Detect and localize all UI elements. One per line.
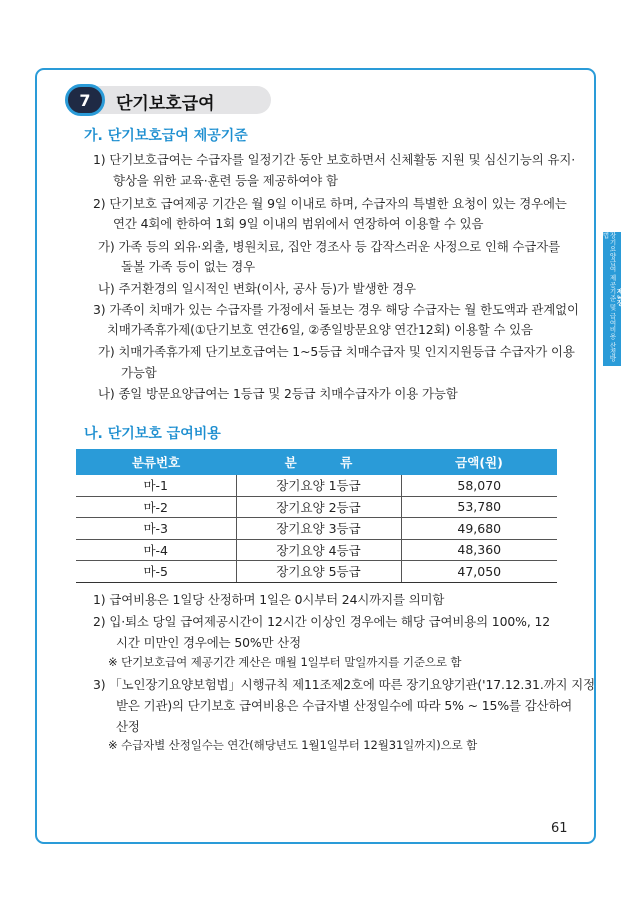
column-header: 분 류 <box>236 449 401 475</box>
table-row <box>76 475 557 496</box>
table-cell: 장기요양 4등급 <box>236 539 401 561</box>
table-cell: 49,680 <box>401 518 557 540</box>
text-line: 가) 치매가족휴가제 단기보호급여는 1~5등급 치매수급자 및 인지지원등급 수급자가 이용 <box>98 344 575 359</box>
text-line: 돌볼 가족 등이 없는 경우 <box>121 259 256 274</box>
table-header-row <box>76 449 557 475</box>
subsection-a-title: 가. 단기보호급여 제공기준 <box>84 128 248 144</box>
table-row <box>76 561 557 583</box>
table-cell: 58,070 <box>401 475 557 496</box>
text-line: 치매가족휴가제(①단기보호 연간6일, ②종일방문요양 연간12회) 이용할 수 있음 <box>107 322 533 337</box>
table-cell: 마-3 <box>76 518 236 540</box>
text-line: 향상을 위한 교육·훈련 등을 제공하여야 함 <box>113 173 338 188</box>
table-cell: 장기요양 3등급 <box>236 518 401 540</box>
text-line: 가) 가족 등의 외유·외출, 병원치료, 집안 경조사 등 갑작스러운 사정으로 인해 수급자를 <box>98 239 561 254</box>
table-cell: 장기요양 2등급 <box>236 496 401 518</box>
column-header: 분류번호 <box>76 449 236 475</box>
table-row <box>76 496 557 518</box>
text-line: 연간 4회에 한하여 1회 9일 이내의 범위에서 연장하여 이용할 수 있음 <box>113 216 484 231</box>
table-cell: 마-5 <box>76 561 236 583</box>
table-cell: 48,360 <box>401 539 557 561</box>
section-number-badge: 7 <box>65 84 105 116</box>
column-header: 금액(원) <box>401 449 557 475</box>
table-row <box>76 539 557 561</box>
text-line: 나) 주거환경의 일시적인 변화(이사, 공사 등)가 발생한 경우 <box>98 281 416 296</box>
text-line: 1) 급여비용은 1일당 산정하며 1일은 0시부터 24시까지를 의미함 <box>93 592 445 607</box>
table-cell: 마-4 <box>76 539 236 561</box>
table-cell: 47,050 <box>401 561 557 583</box>
subsection-b-title: 나. 단기보호 급여비용 <box>84 426 221 442</box>
note-line: ※ 수급자별 산정일수는 연간(해당년도 1월1일부터 12월31일까지)으로 함 <box>108 738 478 752</box>
note-line: ※ 단기보호급여 제공기간 계산은 매월 1일부터 말일까지를 기준으로 함 <box>108 655 462 669</box>
text-line: 2) 단기보호 급여제공 기간은 월 9일 이내로 하며, 수급자의 특별한 요청이 있는 경우에는 <box>93 196 567 211</box>
section-title: 단기보호급여 <box>116 94 215 114</box>
side-tab-text: 장기요양급여 제공기준 및 급여비용 산정방법 <box>601 232 617 362</box>
table-cell: 마-1 <box>76 475 236 496</box>
text-line: 받은 기관)의 단기보호 급여비용은 수급자별 산정일수에 따라 5% ~ 15%를 감산하여 <box>116 698 573 713</box>
chapter-side-tab <box>601 232 624 366</box>
table-row <box>76 518 557 540</box>
text-line: 산정 <box>116 719 140 734</box>
text-line: 1) 단기보호급여는 수급자를 일정기간 동안 보호하면서 신체활동 지원 및 심신기능의 유지· <box>93 152 576 167</box>
text-line: 2) 입·퇴소 당일 급여제공시간이 12시간 이상인 경우에는 해당 급여비용의 100%, 12 <box>93 614 551 629</box>
text-line: 나) 종일 방문요양급여는 1등급 및 2등급 치매수급자가 이용 가능함 <box>98 386 458 401</box>
text-line: 가능함 <box>121 365 157 380</box>
page-number: 61 <box>551 821 568 836</box>
cost-table <box>76 449 557 583</box>
table-cell: 장기요양 1등급 <box>236 475 401 496</box>
side-tab-chapter: 제3장 <box>615 288 624 307</box>
text-line: 3) 가족이 치매가 있는 수급자를 가정에서 돌보는 경우 해당 수급자는 월 한도액과 관계없이 <box>93 302 579 317</box>
text-line: 3) 「노인장기요양보험법」시행규칙 제11조제2호에 따른 장기요양기관('17.12.31.까지 지정 <box>93 677 595 692</box>
table-cell: 장기요양 5등급 <box>236 561 401 583</box>
table-cell: 53,780 <box>401 496 557 518</box>
table-cell: 마-2 <box>76 496 236 518</box>
text-line: 시간 미만인 경우에는 50%만 산정 <box>116 635 302 650</box>
